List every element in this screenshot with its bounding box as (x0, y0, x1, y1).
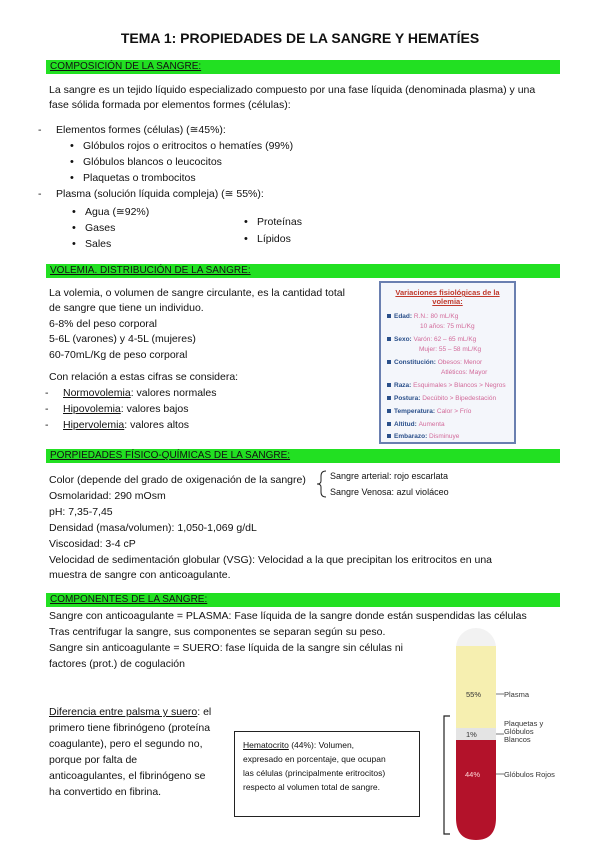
edad-row-2: 10 años: 75 mL/Kg (420, 323, 475, 330)
globulos-rojos-item: • Glóbulos rojos o eritrocitos o hematíes (99%) (83, 140, 293, 152)
buffy-pct: 1% (466, 730, 477, 739)
plasma-layer (456, 646, 496, 728)
volemia-line-3: 6-8% del peso corporal (49, 318, 157, 330)
altitud-row: Altitud: Aumenta (387, 421, 445, 428)
normovolemia-item: - Normovolemia: valores normales (45, 387, 217, 399)
hematocrito-line-4: respecto al volumen total de sangre. (243, 782, 381, 792)
composicion-intro-1: La sangre es un tejido líquido especializado compuesto por una fase líquida (denominada plasma) y una (49, 84, 536, 96)
buffy-label: Plaquetas y Glóbulos Blancos (504, 719, 544, 744)
volemia-line-2: de sangre que tiene un individuo. (49, 302, 204, 314)
densidad-line: Densidad (masa/volumen): 1,050-1,069 g/dL (49, 522, 257, 534)
sexo-row-2: Mujer: 55 – 58 mL/Kg (419, 346, 482, 353)
hipovolemia-item: - Hipovolemia: valores bajos (45, 403, 189, 415)
plaquetas-item: • Plaquetas o trombocitos (83, 172, 196, 184)
variaciones-title-1: Variaciones fisiológicas de la (395, 288, 500, 297)
diferencia-line-1: Diferencia entre palsma y suero: el (49, 706, 212, 718)
componentes-line-2: Tras centrifugar la sangre, sus componentes se separan según su peso. (49, 626, 386, 638)
tube-bracket (444, 716, 450, 834)
plasma-item: - Plasma (solución líquida compleja) (≅ 55%): (38, 188, 264, 200)
vsg-line-2: muestra de sangre con anticoagulante. (49, 569, 231, 581)
diferencia-line-3: coagulante), pero el segundo no, (49, 738, 203, 750)
variaciones-title-2: volemia: (432, 297, 463, 306)
embarazo-row: Embarazo: Disminuye (387, 433, 459, 440)
sangre-arterial: Sangre arterial: rojo escarlata (330, 471, 449, 481)
raza-row: Raza: Esquimales > Blancos > Negros (387, 382, 506, 389)
ph-line: pH: 7,35-7,45 (49, 506, 113, 518)
volemia-line-4: 5-6L (varones) y 4-5L (mujeres) (49, 333, 196, 345)
osmolaridad-line: Osmolaridad: 290 mOsm (49, 490, 166, 502)
rbc-label: Glóbulos Rojos (504, 770, 555, 779)
postura-row: Postura: Decúbito > Bipedestación (387, 395, 496, 402)
hematocrito-line-2: expresado en porcentaje, que ocupan (243, 754, 386, 764)
hematocrito-line-3: las células (principalmente eritrocitos) (243, 768, 386, 778)
hematocrito-box (234, 731, 420, 817)
viscosidad-line: Viscosidad: 3-4 cP (49, 538, 136, 550)
volemia-line-5: 60-70mL/Kg de peso corporal (49, 349, 188, 361)
section-header-composicion: COMPOSICIÓN DE LA SANGRE: (46, 60, 560, 74)
volemia-line-6: Con relación a estas cifras se considera: (49, 371, 239, 383)
vsg-line-1: Velocidad de sedimentación globular (VSG): Velocidad a la que precipitan los eritrocitos en una (49, 554, 493, 566)
hematocrito-line-1: Hematocrito (44%): Volumen, (243, 740, 355, 750)
color-line: Color (depende del grado de oxigenación de la sangre) (49, 474, 306, 486)
gases-item: • Gases (85, 222, 115, 234)
rbc-pct: 44% (465, 770, 481, 779)
rbc-layer (456, 740, 496, 840)
sales-item: • Sales (85, 238, 111, 250)
plasma-label: Plasma (504, 690, 530, 699)
temperatura-row: Temperatura: Calor > Frío (387, 408, 471, 415)
diferencia-line-4: porque por falta de (49, 754, 138, 766)
componentes-line-1: Sangre con anticoagulante = PLASMA: Fase líquida de la sangre donde están suspendidas las células (49, 610, 527, 622)
variaciones-card (379, 281, 516, 444)
constitucion-row-2: Atléticos: Mayor (441, 369, 488, 376)
hipervolemia-item: - Hipervolemia: valores altos (45, 419, 190, 431)
sangre-venosa: Sangre Venosa: azul violáceo (330, 487, 449, 497)
plasma-pct: 55% (466, 690, 482, 699)
diferencia-line-2: primero tiene fibrinógeno (proteína (49, 722, 211, 734)
page-title: TEMA 1: PROPIEDADES DE LA SANGRE Y HEMATÍES (120, 30, 480, 46)
agua-item: • Agua (≅92%) (85, 206, 149, 218)
section-header-fisicoquimicas: PORPIEDADES FÍSICO-QUÍMICAS DE LA SANGRE: (46, 449, 560, 463)
diferencia-line-5: anticoagulantes, el fibrinógeno se (49, 770, 206, 782)
section-header-volemia: VOLEMIA. DISTRIBUCIÓN DE LA SANGRE: (46, 264, 560, 278)
composicion-intro-2: fase sólida formada por elementos formes (células): (49, 99, 291, 111)
lipidos-item: • Lípidos (257, 233, 291, 245)
sexo-row: Sexo: Varón: 62 – 65 mL/Kg (387, 336, 476, 343)
volemia-line-1: La volemia, o volumen de sangre circulante, es la cantidad total (49, 287, 345, 299)
componentes-line-4: factores (prot.) de cogulación (49, 658, 185, 670)
color-brace (316, 470, 328, 498)
elementos-formes: - Elementos formes (células) (≅45%): (38, 124, 226, 136)
section-header-componentes: COMPONENTES DE LA SANGRE: (46, 593, 560, 607)
componentes-line-3: Sangre sin anticoagulante = SUERO: fase líquida de la sangre sin células ni (49, 642, 404, 654)
constitucion-row: Constitución: Obesos: Menor (387, 359, 482, 366)
globulos-blancos-item: • Glóbulos blancos o leucocitos (83, 156, 222, 168)
proteinas-item: • Proteínas (257, 216, 302, 228)
diferencia-line-6: ha convertido en fibrina. (49, 786, 162, 798)
edad-row: Edad: R.N.: 80 mL/Kg (387, 313, 458, 320)
